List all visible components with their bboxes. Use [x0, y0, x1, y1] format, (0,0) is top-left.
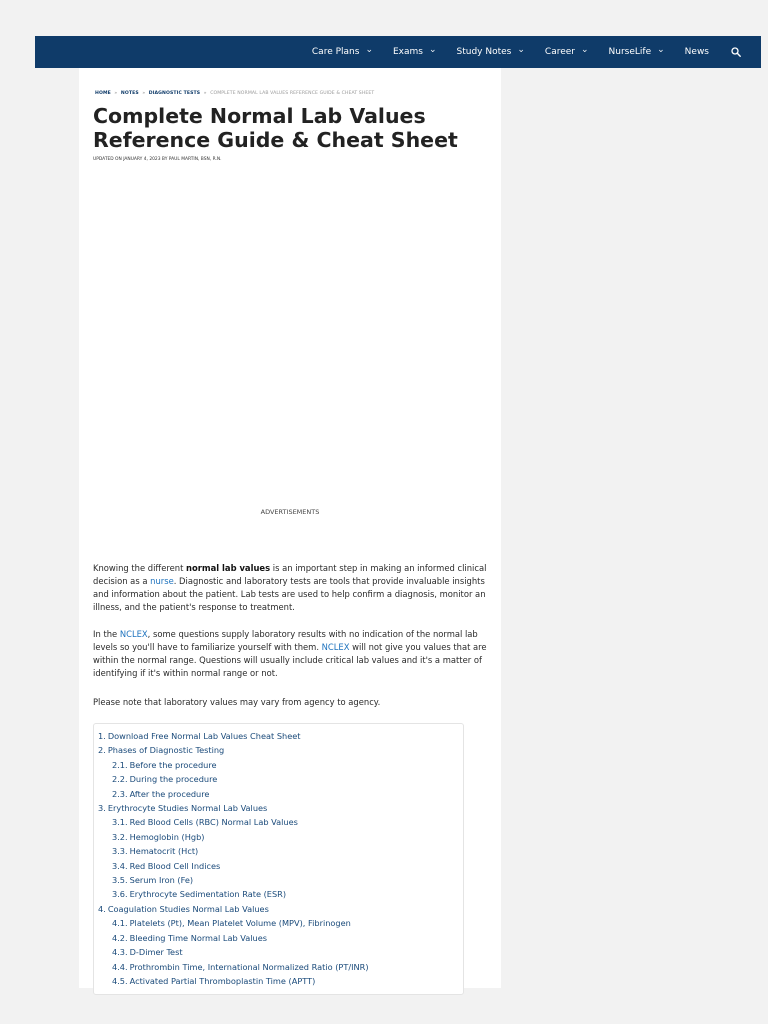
toc-item[interactable]	[98, 902, 369, 916]
toc-item[interactable]	[98, 887, 369, 901]
text-run: will not give you values that are within the normal range. Questions will usually include critical lab values and it's a matter of identifying if it's within normal range or not.	[93, 642, 487, 678]
breadcrumb	[95, 91, 374, 96]
chevron-down-icon: ⌄	[517, 45, 525, 55]
toc-item[interactable]	[98, 830, 369, 844]
toc-item-number: 3.1.	[112, 817, 128, 828]
nurse-link[interactable]: nurse	[150, 576, 174, 586]
toc-item-number: 3.6.	[112, 889, 128, 900]
toc-list	[98, 729, 369, 988]
intro-paragraph	[93, 562, 489, 614]
toc-item-label: Erythrocyte Sedimentation Rate (ESR)	[129, 889, 287, 900]
toc-item-number: 4.5.	[112, 975, 128, 986]
toc-item[interactable]	[98, 729, 369, 743]
main-nav	[302, 36, 761, 68]
toc-item-number: 3.	[98, 803, 106, 814]
toc-item-number: 2.1.	[112, 759, 128, 770]
breadcrumb-separator: »	[203, 91, 207, 96]
text-run: is an important step in making an informed clinical decision as a	[93, 563, 487, 586]
toc-item-label: Serum Iron (Fe)	[129, 875, 194, 886]
toc-item-number: 2.3.	[112, 788, 128, 799]
nav-item-news[interactable]	[675, 36, 719, 68]
toc-item[interactable]	[98, 758, 369, 772]
nav-search-button[interactable]	[719, 36, 761, 68]
toc-item-number: 3.2.	[112, 831, 128, 842]
toc-item-number: 4.	[98, 903, 106, 914]
toc-item[interactable]	[98, 945, 369, 959]
toc-item-label: Bleeding Time Normal Lab Values	[129, 932, 268, 943]
nav-item-label: Care Plans	[311, 47, 360, 57]
chevron-down-icon: ⌄	[365, 45, 373, 55]
breadcrumb-notes-link[interactable]: NOTES	[120, 91, 139, 96]
bold-text: normal lab values	[186, 563, 271, 573]
nclex-link[interactable]: NCLEX	[119, 629, 148, 639]
toc-item[interactable]	[98, 787, 369, 801]
text-run: Knowing the different	[93, 563, 187, 573]
toc-item-number: 3.4.	[112, 860, 128, 871]
toc-item[interactable]	[98, 916, 369, 930]
chevron-down-icon: ⌄	[580, 45, 589, 55]
nav-item-label: Study Notes	[456, 47, 512, 57]
agency-note-paragraph: Please note that laboratory values may vary from agency to agency.	[93, 697, 381, 707]
toc-item-label: Activated Partial Thromboplastin Time (APTT)	[129, 975, 316, 986]
toc-item-label: Prothrombin Time, International Normalized Ratio (PT/INR)	[129, 961, 369, 972]
table-of-contents	[93, 723, 464, 995]
toc-item-number: 4.2.	[112, 932, 128, 943]
breadcrumb-separator: »	[114, 91, 118, 96]
nav-item-label: News	[684, 47, 709, 57]
top-navigation-bar	[35, 36, 761, 68]
toc-item[interactable]	[98, 974, 369, 988]
toc-item-number: 1.	[98, 731, 106, 741]
toc-item-label: Red Blood Cells (RBC) Normal Lab Values	[129, 817, 298, 828]
breadcrumb-category-link[interactable]: DIAGNOSTIC TESTS	[148, 91, 201, 96]
nclex-link[interactable]: NCLEX	[321, 642, 350, 652]
nclex-paragraph	[93, 628, 489, 680]
toc-item-number: 2.2.	[112, 774, 128, 785]
toc-item-label: Red Blood Cell Indices	[129, 860, 221, 871]
nav-item-label: NurseLife	[608, 47, 652, 57]
toc-item[interactable]	[98, 873, 369, 887]
toc-item-number: 4.3.	[112, 947, 128, 958]
toc-item-label: D-Dimer Test	[129, 947, 183, 958]
toc-item-label: Phases of Diagnostic Testing	[107, 745, 225, 756]
toc-item[interactable]	[98, 859, 369, 873]
chevron-down-icon: ⌄	[657, 45, 665, 55]
toc-item-label: After the procedure	[129, 788, 210, 799]
breadcrumb-home-link[interactable]: HOME	[95, 91, 111, 96]
nav-item-exams[interactable]	[383, 36, 447, 68]
toc-item-label: Platelets (Pt), Mean Platelet Volume (MPV), Fibrinogen	[129, 918, 351, 929]
article-card	[79, 68, 501, 988]
toc-item-number: 4.4.	[112, 961, 128, 972]
page-title: Complete Normal Lab Values Reference Guide & Cheat Sheet	[93, 104, 458, 152]
advertisement-label: ADVERTISEMENTS	[260, 508, 320, 516]
nav-item-label: Exams	[392, 47, 423, 57]
toc-item-label: Hemoglobin (Hgb)	[129, 831, 205, 842]
toc-item[interactable]	[98, 931, 369, 945]
toc-item[interactable]	[98, 844, 369, 858]
nav-item-care-plans[interactable]	[302, 36, 383, 68]
text-run: . Diagnostic and laboratory tests are tools that provide invaluable insights and information about the patient. Lab tests are used to help confirm a diagnosis, monitor an illness, and the patient's response to treatment.	[93, 576, 486, 612]
toc-item[interactable]	[98, 743, 369, 757]
article-byline: UPDATED ON JANUARY 4, 2023 BY PAUL MARTIN, BSN, R.N.	[93, 157, 222, 162]
chevron-down-icon: ⌄	[428, 45, 437, 55]
text-run: , some questions supply laboratory results with no indication of the normal lab levels so you'll have to familiarize yourself with them.	[93, 629, 478, 652]
toc-item-label: Before the procedure	[129, 759, 217, 770]
nav-item-study-notes[interactable]	[447, 36, 535, 68]
toc-item-label: Download Free Normal Lab Values Cheat Sheet	[107, 731, 301, 741]
toc-item-label: Hematocrit (Hct)	[129, 846, 199, 857]
toc-item-number: 2.	[98, 745, 106, 756]
text-run: In the	[93, 629, 120, 639]
toc-item[interactable]	[98, 801, 369, 815]
toc-item-label: Erythrocyte Studies Normal Lab Values	[107, 803, 268, 814]
nav-item-nurselife[interactable]	[599, 36, 675, 68]
toc-item[interactable]	[98, 960, 369, 974]
breadcrumb-current: COMPLETE NORMAL LAB VALUES REFERENCE GUIDE & CHEAT SHEET	[210, 91, 375, 96]
breadcrumb-separator: »	[142, 91, 146, 96]
toc-item-number: 3.3.	[112, 846, 128, 857]
toc-item-label: Coagulation Studies Normal Lab Values	[107, 903, 269, 914]
search-icon	[731, 47, 741, 57]
toc-item-label: During the procedure	[129, 774, 218, 785]
toc-item[interactable]	[98, 772, 369, 786]
toc-item[interactable]	[98, 815, 369, 829]
nav-item-career[interactable]	[535, 36, 599, 68]
toc-item-number: 4.1.	[112, 918, 128, 929]
nav-item-label: Career	[544, 47, 575, 57]
toc-item-number: 3.5.	[112, 875, 128, 886]
